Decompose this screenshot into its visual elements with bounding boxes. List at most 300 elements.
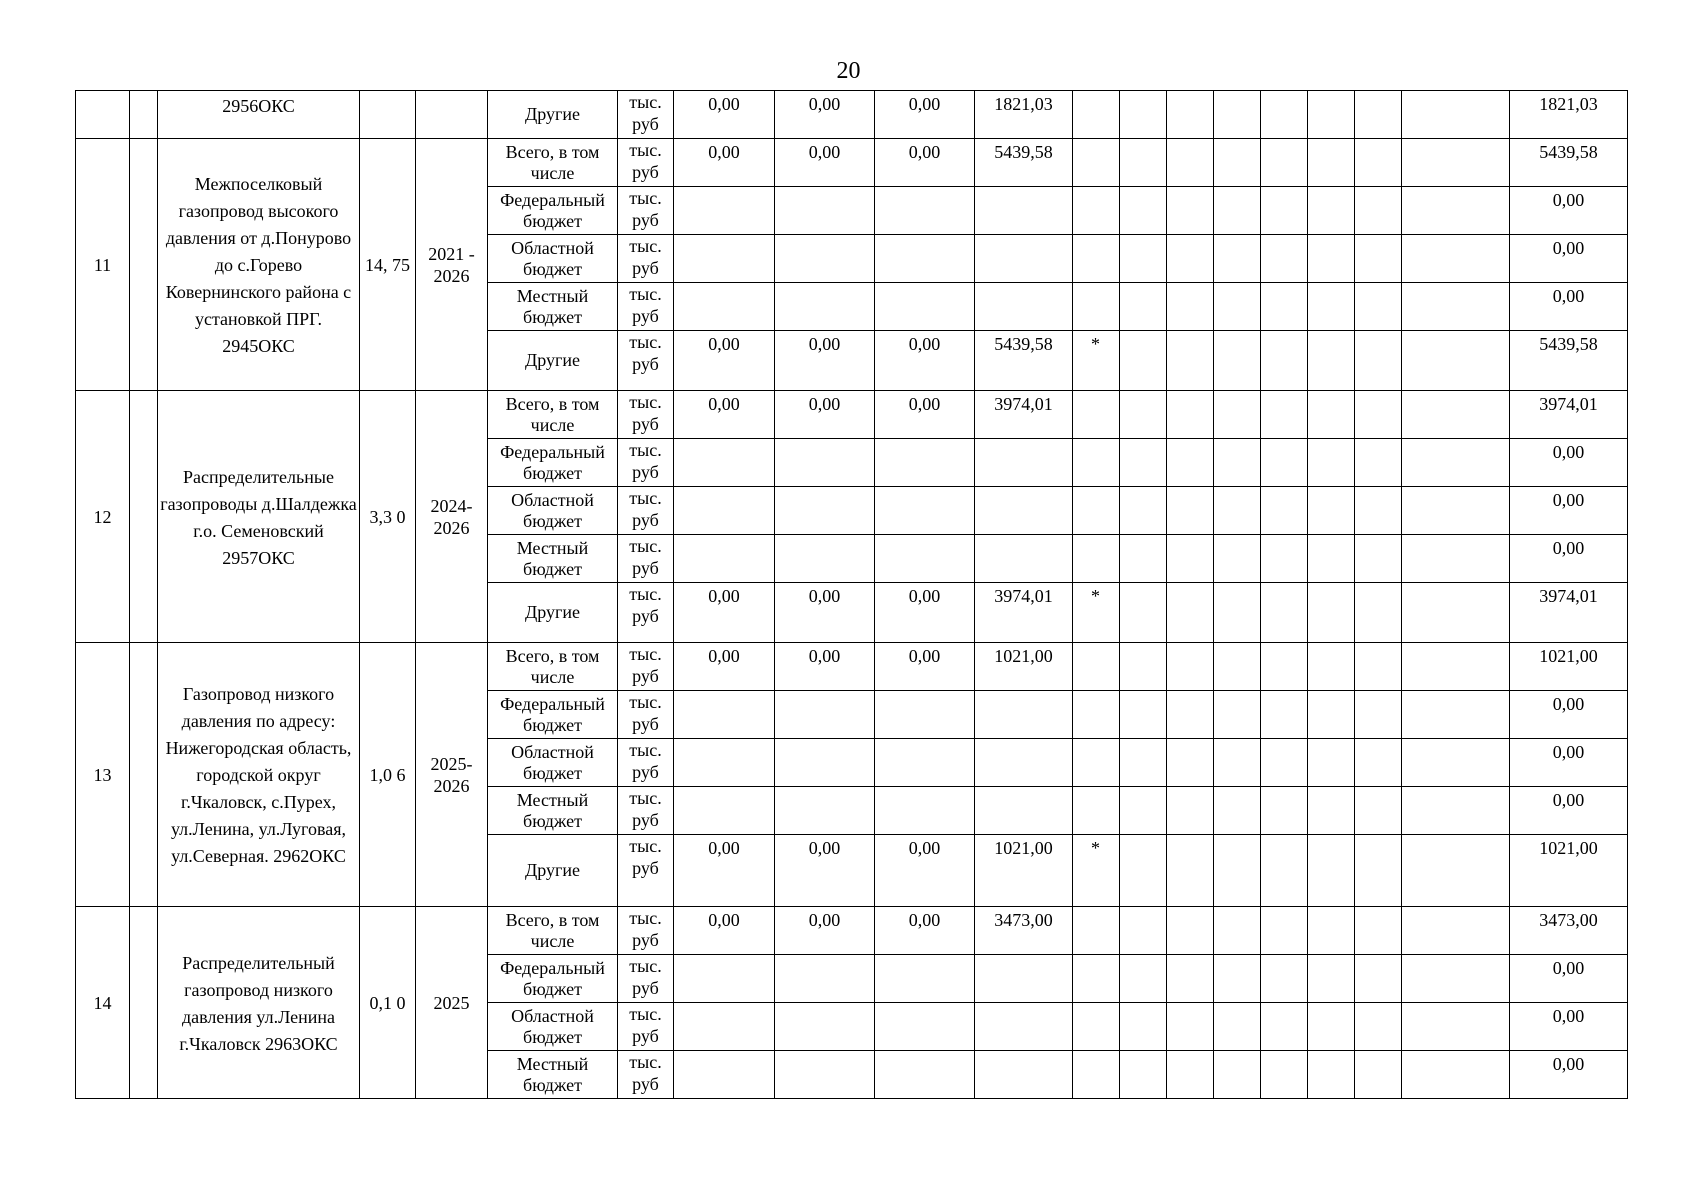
empty-cell [1167, 331, 1214, 391]
total-cell: 3974,01 [1510, 583, 1628, 643]
value-cell: 0,00 [674, 907, 775, 955]
total-cell: 5439,58 [1510, 139, 1628, 187]
empty-cell [1402, 391, 1510, 439]
empty-cell [1402, 583, 1510, 643]
value-cell [975, 955, 1073, 1003]
value-cell: 5439,58 [975, 139, 1073, 187]
total-cell: 5439,58 [1510, 331, 1628, 391]
funding-source-cell: Всего, в том числе [488, 139, 618, 187]
empty-cell [1120, 91, 1167, 139]
value-cell: 0,00 [674, 583, 775, 643]
empty-cell [1214, 283, 1261, 331]
empty-cell [1355, 235, 1402, 283]
empty-cell [1355, 535, 1402, 583]
value-cell: 0,00 [775, 391, 875, 439]
funding-source-cell: Всего, в том числе [488, 643, 618, 691]
project-number-cell: 12 [76, 391, 130, 643]
unit-cell: тыс. руб [618, 1003, 674, 1051]
empty-cell [1214, 1051, 1261, 1099]
value-cell: 0,00 [775, 907, 875, 955]
empty-cell [1214, 835, 1261, 907]
empty-cell [1214, 787, 1261, 835]
table-row [76, 91, 1628, 139]
empty-cell [1402, 535, 1510, 583]
value-cell: 0,00 [875, 583, 975, 643]
empty-cell [1120, 1003, 1167, 1051]
empty-cell [1355, 739, 1402, 787]
funding-source-cell: Областной бюджет [488, 487, 618, 535]
mark-cell [1073, 283, 1120, 331]
funding-source-cell: Местный бюджет [488, 283, 618, 331]
empty-cell [1261, 391, 1308, 439]
value-cell: 0,00 [875, 331, 975, 391]
unit-cell: тыс. руб [618, 739, 674, 787]
funding-source-cell: Всего, в том числе [488, 907, 618, 955]
length-cell [360, 91, 416, 139]
empty-cell [1120, 643, 1167, 691]
empty-cell [1214, 331, 1261, 391]
empty-cell [1261, 907, 1308, 955]
empty-cell [1308, 691, 1355, 739]
value-cell [775, 535, 875, 583]
length-cell: 0,1 0 [360, 907, 416, 1099]
total-cell: 1021,00 [1510, 643, 1628, 691]
empty-cell [1120, 535, 1167, 583]
value-cell: 0,00 [875, 835, 975, 907]
unit-cell: тыс. руб [618, 691, 674, 739]
empty-cell [1261, 691, 1308, 739]
empty-cell [1167, 487, 1214, 535]
empty-cell [130, 643, 158, 907]
period-cell: 2024- 2026 [416, 391, 488, 643]
value-cell: 0,00 [875, 91, 975, 139]
value-cell [875, 691, 975, 739]
empty-cell [1355, 187, 1402, 235]
value-cell [674, 787, 775, 835]
value-cell [775, 955, 875, 1003]
table-row [76, 391, 1628, 439]
funding-source-cell: Местный бюджет [488, 787, 618, 835]
funding-source-cell: Федеральный бюджет [488, 187, 618, 235]
empty-cell [1167, 187, 1214, 235]
empty-cell [1214, 235, 1261, 283]
unit-cell: тыс. руб [618, 391, 674, 439]
empty-cell [1355, 907, 1402, 955]
total-cell: 0,00 [1510, 739, 1628, 787]
unit-cell: тыс. руб [618, 331, 674, 391]
empty-cell [1261, 187, 1308, 235]
project-name-cell: 2956ОКС [158, 91, 360, 139]
mark-cell [1073, 187, 1120, 235]
value-cell [674, 487, 775, 535]
value-cell: 0,00 [775, 583, 875, 643]
project-name-cell: Межпоселковый газопровод высокого давления от д.Понурово до с.Горево Ковернинского района с установкой ПРГ. 2945ОКС [158, 139, 360, 391]
empty-cell [1355, 835, 1402, 907]
value-cell: 0,00 [775, 643, 875, 691]
total-cell: 3473,00 [1510, 907, 1628, 955]
total-cell: 0,00 [1510, 487, 1628, 535]
empty-cell [1402, 91, 1510, 139]
empty-cell [1402, 439, 1510, 487]
empty-cell [1402, 691, 1510, 739]
empty-cell [1355, 643, 1402, 691]
empty-cell [1214, 187, 1261, 235]
value-cell [775, 283, 875, 331]
value-cell: 0,00 [674, 391, 775, 439]
empty-cell [1402, 139, 1510, 187]
empty-cell [1214, 487, 1261, 535]
empty-cell [1214, 1003, 1261, 1051]
empty-cell [1214, 691, 1261, 739]
empty-cell [1167, 535, 1214, 583]
mark-cell [1073, 535, 1120, 583]
value-cell: 0,00 [775, 835, 875, 907]
unit-cell: тыс. руб [618, 139, 674, 187]
period-cell: 2025 [416, 907, 488, 1099]
funding-source-cell: Местный бюджет [488, 535, 618, 583]
value-cell [875, 235, 975, 283]
empty-cell [1167, 691, 1214, 739]
empty-cell [1167, 391, 1214, 439]
value-cell [674, 439, 775, 487]
value-cell [875, 535, 975, 583]
mark-cell [1073, 691, 1120, 739]
empty-cell [1120, 235, 1167, 283]
mark-cell [1073, 1003, 1120, 1051]
value-cell [975, 1051, 1073, 1099]
empty-cell [130, 139, 158, 391]
empty-cell [1214, 643, 1261, 691]
empty-cell [1214, 907, 1261, 955]
total-cell: 0,00 [1510, 235, 1628, 283]
value-cell [975, 187, 1073, 235]
value-cell [775, 1003, 875, 1051]
value-cell [775, 787, 875, 835]
empty-cell [1167, 139, 1214, 187]
value-cell [975, 739, 1073, 787]
value-cell [775, 487, 875, 535]
length-cell: 1,0 6 [360, 643, 416, 907]
value-cell: 0,00 [674, 139, 775, 187]
empty-cell [1167, 739, 1214, 787]
empty-cell [1355, 787, 1402, 835]
empty-cell [1214, 139, 1261, 187]
mark-cell [1073, 391, 1120, 439]
funding-source-cell: Другие [488, 835, 618, 907]
empty-cell [1402, 955, 1510, 1003]
unit-cell: тыс. руб [618, 787, 674, 835]
project-number-cell [76, 91, 130, 139]
empty-cell [1261, 331, 1308, 391]
empty-cell [1402, 787, 1510, 835]
empty-cell [1261, 535, 1308, 583]
mark-cell: * [1073, 331, 1120, 391]
empty-cell [1261, 439, 1308, 487]
empty-cell [1402, 1003, 1510, 1051]
mark-cell [1073, 955, 1120, 1003]
total-cell: 0,00 [1510, 955, 1628, 1003]
value-cell [975, 691, 1073, 739]
empty-cell [130, 391, 158, 643]
empty-cell [1167, 787, 1214, 835]
empty-cell [1120, 955, 1167, 1003]
investment-program-table [75, 90, 1628, 1099]
unit-cell: тыс. руб [618, 583, 674, 643]
funding-source-cell: Всего, в том числе [488, 391, 618, 439]
value-cell [775, 1051, 875, 1099]
empty-cell [1214, 583, 1261, 643]
value-cell: 0,00 [775, 331, 875, 391]
value-cell [975, 1003, 1073, 1051]
empty-cell [1167, 283, 1214, 331]
empty-cell [1308, 139, 1355, 187]
empty-cell [1120, 331, 1167, 391]
value-cell: 0,00 [775, 139, 875, 187]
empty-cell [1261, 235, 1308, 283]
value-cell [775, 691, 875, 739]
value-cell: 3974,01 [975, 391, 1073, 439]
empty-cell [1261, 835, 1308, 907]
value-cell [975, 487, 1073, 535]
project-number-cell: 11 [76, 139, 130, 391]
funding-source-cell: Другие [488, 583, 618, 643]
value-cell [674, 955, 775, 1003]
empty-cell [1355, 139, 1402, 187]
value-cell [674, 187, 775, 235]
empty-cell [1167, 583, 1214, 643]
unit-cell: тыс. руб [618, 235, 674, 283]
mark-cell [1073, 907, 1120, 955]
total-cell: 1821,03 [1510, 91, 1628, 139]
unit-cell: тыс. руб [618, 535, 674, 583]
empty-cell [1402, 283, 1510, 331]
value-cell [875, 955, 975, 1003]
funding-source-cell: Другие [488, 91, 618, 139]
empty-cell [1167, 1003, 1214, 1051]
funding-source-cell: Областной бюджет [488, 739, 618, 787]
empty-cell [1120, 691, 1167, 739]
value-cell: 0,00 [875, 391, 975, 439]
unit-cell: тыс. руб [618, 91, 674, 139]
empty-cell [1214, 739, 1261, 787]
value-cell [775, 235, 875, 283]
empty-cell [1402, 331, 1510, 391]
value-cell [975, 235, 1073, 283]
empty-cell [1355, 487, 1402, 535]
value-cell [674, 1051, 775, 1099]
mark-cell [1073, 91, 1120, 139]
empty-cell [1308, 535, 1355, 583]
empty-cell [130, 91, 158, 139]
empty-cell [1261, 1003, 1308, 1051]
value-cell: 1821,03 [975, 91, 1073, 139]
empty-cell [1402, 835, 1510, 907]
empty-cell [1355, 583, 1402, 643]
unit-cell: тыс. руб [618, 643, 674, 691]
empty-cell [1402, 1051, 1510, 1099]
value-cell: 0,00 [674, 835, 775, 907]
empty-cell [1261, 739, 1308, 787]
empty-cell [1308, 331, 1355, 391]
empty-cell [1120, 1051, 1167, 1099]
value-cell [875, 739, 975, 787]
empty-cell [1308, 187, 1355, 235]
empty-cell [1355, 331, 1402, 391]
empty-cell [1120, 787, 1167, 835]
empty-cell [1308, 235, 1355, 283]
empty-cell [1167, 439, 1214, 487]
empty-cell [1167, 235, 1214, 283]
empty-cell [1167, 1051, 1214, 1099]
empty-cell [1261, 139, 1308, 187]
value-cell [775, 187, 875, 235]
funding-source-cell: Федеральный бюджет [488, 691, 618, 739]
empty-cell [1120, 283, 1167, 331]
value-cell [775, 439, 875, 487]
mark-cell: * [1073, 583, 1120, 643]
empty-cell [1308, 487, 1355, 535]
empty-cell [1308, 439, 1355, 487]
mark-cell: * [1073, 835, 1120, 907]
empty-cell [1308, 835, 1355, 907]
funding-source-cell: Другие [488, 331, 618, 391]
empty-cell [1120, 439, 1167, 487]
value-cell [674, 535, 775, 583]
empty-cell [1120, 583, 1167, 643]
value-cell: 0,00 [875, 643, 975, 691]
mark-cell [1073, 235, 1120, 283]
empty-cell [1120, 391, 1167, 439]
value-cell [775, 739, 875, 787]
project-name-cell: Газопровод низкого давления по адресу: Нижегородская область, городской округ г.Чкаловск, с.Пурех, ул.Ленина, ул.Луговая, ул.Северная. 2962ОКС [158, 643, 360, 907]
empty-cell [1167, 835, 1214, 907]
total-cell: 0,00 [1510, 439, 1628, 487]
empty-cell [1355, 91, 1402, 139]
total-cell: 0,00 [1510, 787, 1628, 835]
unit-cell: тыс. руб [618, 487, 674, 535]
funding-source-cell: Местный бюджет [488, 1051, 618, 1099]
project-number-cell: 14 [76, 907, 130, 1099]
unit-cell: тыс. руб [618, 439, 674, 487]
empty-cell [1308, 1051, 1355, 1099]
empty-cell [1261, 91, 1308, 139]
empty-cell [1261, 955, 1308, 1003]
value-cell: 0,00 [674, 331, 775, 391]
empty-cell [1308, 91, 1355, 139]
empty-cell [1308, 391, 1355, 439]
page-number: 20 [836, 58, 861, 84]
total-cell: 0,00 [1510, 535, 1628, 583]
empty-cell [1308, 739, 1355, 787]
mark-cell [1073, 439, 1120, 487]
value-cell: 3974,01 [975, 583, 1073, 643]
value-cell [674, 739, 775, 787]
value-cell: 0,00 [674, 643, 775, 691]
empty-cell [1120, 739, 1167, 787]
funding-source-cell: Областной бюджет [488, 235, 618, 283]
empty-cell [130, 907, 158, 1099]
empty-cell [1120, 139, 1167, 187]
empty-cell [1261, 1051, 1308, 1099]
value-cell: 0,00 [674, 91, 775, 139]
value-cell [975, 439, 1073, 487]
total-cell: 0,00 [1510, 1051, 1628, 1099]
empty-cell [1167, 91, 1214, 139]
empty-cell [1355, 1003, 1402, 1051]
empty-cell [1214, 391, 1261, 439]
empty-cell [1167, 955, 1214, 1003]
empty-cell [1261, 787, 1308, 835]
value-cell: 1021,00 [975, 643, 1073, 691]
value-cell: 1021,00 [975, 835, 1073, 907]
value-cell [875, 787, 975, 835]
empty-cell [1214, 535, 1261, 583]
value-cell: 0,00 [875, 907, 975, 955]
mark-cell [1073, 643, 1120, 691]
empty-cell [1261, 487, 1308, 535]
value-cell [875, 283, 975, 331]
empty-cell [1308, 955, 1355, 1003]
total-cell: 0,00 [1510, 187, 1628, 235]
empty-cell [1167, 907, 1214, 955]
unit-cell: тыс. руб [618, 835, 674, 907]
unit-cell: тыс. руб [618, 1051, 674, 1099]
table-row [76, 907, 1628, 955]
value-cell: 0,00 [775, 91, 875, 139]
empty-cell [1308, 583, 1355, 643]
value-cell [975, 283, 1073, 331]
total-cell: 0,00 [1510, 1003, 1628, 1051]
length-cell: 3,3 0 [360, 391, 416, 643]
empty-cell [1308, 787, 1355, 835]
empty-cell [1402, 907, 1510, 955]
period-cell [416, 91, 488, 139]
empty-cell [1308, 907, 1355, 955]
period-cell: 2025- 2026 [416, 643, 488, 907]
empty-cell [1355, 283, 1402, 331]
unit-cell: тыс. руб [618, 955, 674, 1003]
empty-cell [1402, 643, 1510, 691]
period-cell: 2021 - 2026 [416, 139, 488, 391]
value-cell: 3473,00 [975, 907, 1073, 955]
value-cell [875, 187, 975, 235]
table-row [76, 139, 1628, 187]
empty-cell [1402, 487, 1510, 535]
value-cell [875, 487, 975, 535]
value-cell [674, 691, 775, 739]
total-cell: 0,00 [1510, 691, 1628, 739]
empty-cell [1402, 187, 1510, 235]
empty-cell [1120, 487, 1167, 535]
empty-cell [1355, 439, 1402, 487]
project-name-cell: Распределительный газопровод низкого давления ул.Ленина г.Чкаловск 2963ОКС [158, 907, 360, 1099]
funding-source-cell: Федеральный бюджет [488, 955, 618, 1003]
empty-cell [1120, 907, 1167, 955]
unit-cell: тыс. руб [618, 187, 674, 235]
funding-source-cell: Федеральный бюджет [488, 439, 618, 487]
unit-cell: тыс. руб [618, 283, 674, 331]
value-cell [674, 235, 775, 283]
empty-cell [1214, 955, 1261, 1003]
funding-source-cell: Областной бюджет [488, 1003, 618, 1051]
empty-cell [1308, 283, 1355, 331]
empty-cell [1261, 643, 1308, 691]
mark-cell [1073, 139, 1120, 187]
project-number-cell: 13 [76, 643, 130, 907]
empty-cell [1120, 187, 1167, 235]
empty-cell [1261, 583, 1308, 643]
length-cell: 14, 75 [360, 139, 416, 391]
